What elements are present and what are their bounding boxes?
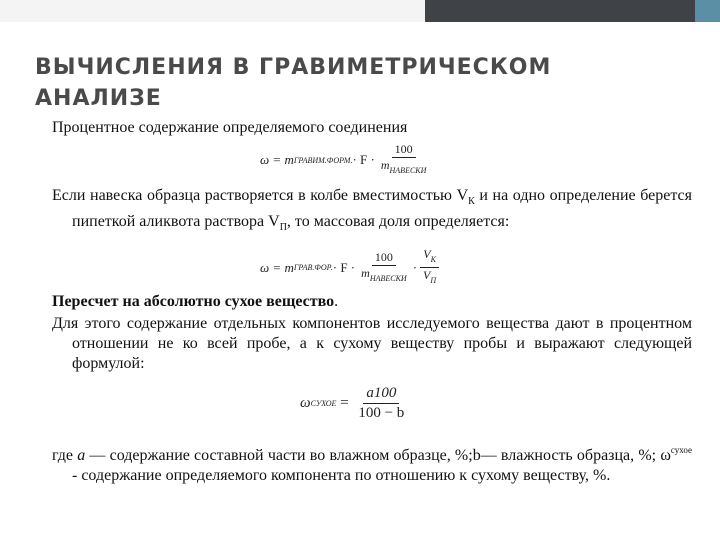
top-decor-bar	[0, 0, 720, 22]
f1-den-m: m	[380, 158, 390, 172]
f2-dot: ·	[412, 259, 418, 275]
f1-lhs: ω = m	[260, 152, 294, 167]
formula-aliquot	[260, 248, 442, 287]
f1-numerator: 100	[392, 143, 416, 158]
f1-den-sub: НАВЕСКИ	[389, 166, 427, 175]
f2-lhs-sub: ГРАВ.ФОР.	[293, 263, 333, 272]
f3-numerator: a100	[363, 385, 399, 404]
paragraph-aliquot	[52, 186, 692, 238]
p5-part-c: - содержание определяемого компонента по отношению к сухому веществу, %.	[72, 467, 611, 484]
f3-lhs: ω	[300, 395, 311, 411]
p5-var-a: a	[77, 447, 86, 464]
dry-heading-tail: .	[334, 293, 339, 310]
paragraph-dry-heading	[52, 292, 672, 312]
f2-den1-m: m	[361, 265, 370, 280]
f1-lhs-sub: ГРАВИМ.ФОРМ.	[293, 155, 353, 165]
f2-mid: · F ·	[332, 259, 356, 275]
f1-mid: · F ·	[352, 152, 375, 167]
formula-dry-substance	[300, 385, 410, 422]
slide-title	[35, 52, 685, 114]
paragraph-percent-content: Процентное содержание определяемого соединения	[52, 119, 408, 136]
p2-part-b: и на одно определение берется пипеткой аликвота раствора V	[72, 187, 693, 230]
slide-title-line2: АНАЛИЗЕ	[35, 86, 162, 111]
f2-num2-sub: К	[430, 255, 436, 264]
slide-title-line1: ВЫЧИСЛЕНИЯ В ГРАВИМЕТРИЧЕСКОМ	[35, 55, 552, 80]
f2-den1-sub: НАВЕСКИ	[369, 273, 407, 283]
f2-num2-v: V	[423, 247, 431, 261]
p2-sub-k: К	[468, 196, 475, 207]
paragraph-definitions	[52, 440, 692, 486]
f3-denominator: 100 − b	[358, 405, 405, 421]
f2-numerator-2	[420, 248, 439, 268]
p2-sub-p: П	[279, 222, 287, 233]
f2-numerator-1: 100	[372, 251, 396, 266]
f2-den2-v: V	[423, 268, 431, 282]
p2-part-c: , то массовая доля определяется:	[286, 213, 510, 230]
f3-fraction	[355, 385, 407, 422]
f2-denominator-2	[420, 268, 439, 287]
dry-heading-bold: Пересчет на абсолютно сухое вещество	[52, 293, 335, 310]
p5-part-a: где	[52, 447, 78, 464]
f3-eq: =	[336, 395, 353, 411]
f1-fraction	[378, 143, 430, 177]
top-bar-accent-segment	[695, 0, 720, 22]
p2-part-a: Если навеска образца растворяется в колбе вместимостью V	[52, 187, 469, 204]
f2-fraction-1	[358, 251, 410, 285]
f2-denominator-1	[358, 266, 410, 285]
f2-den2-sub: П	[430, 276, 437, 285]
top-bar-light-segment	[0, 0, 425, 22]
f1-denominator	[378, 158, 430, 177]
formula-percent-content	[260, 143, 432, 177]
p5-sup-dry: сухое	[670, 445, 692, 455]
f3-lhs-sup: СУХОЕ	[310, 399, 337, 408]
p5-part-b: — содержание составной части во влажном образце, %;b— влажность образца, %; ω	[85, 447, 671, 464]
f2-lhs: ω = m	[260, 259, 294, 275]
paragraph-dry-explanation: Для этого содержание отдельных компонентов исследуемого вещества дают в процентном отношении не ко всей пробе, а к сухому веществу пробы и выражают следующей формулой:	[52, 315, 692, 372]
top-bar-dark-segment	[425, 0, 695, 22]
f2-fraction-2	[420, 248, 439, 287]
